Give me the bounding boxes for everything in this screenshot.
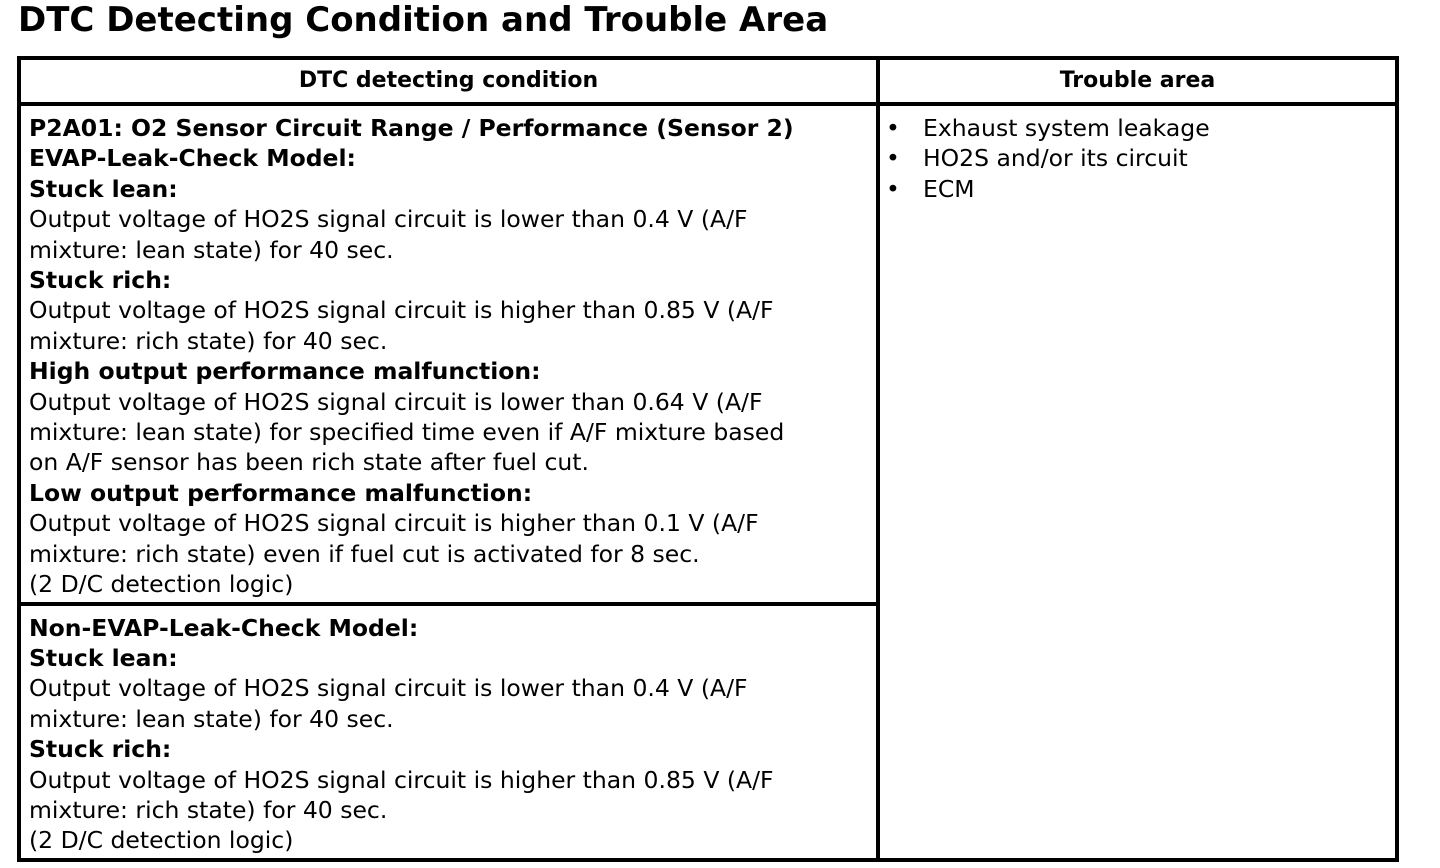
low-output-text: mixture: rich state) even if fuel cut is activated for 8 sec. xyxy=(29,539,700,568)
high-output-text: mixture: lean state) for specified time even if A/F mixture based xyxy=(29,418,785,447)
dtc-table xyxy=(17,56,1399,862)
trouble-area-label: ECM xyxy=(923,174,975,203)
stuck-rich-text: Output voltage of HO2S signal circuit is higher than 0.85 V (A/F xyxy=(29,296,774,325)
dtc-code-line: P2A01: O2 Sensor Circuit Range / Performance (Sensor 2) xyxy=(29,114,794,142)
list-item xyxy=(886,143,1389,173)
list-item xyxy=(886,174,1389,204)
stuck-lean-text: Output voltage of HO2S signal circuit is lower than 0.4 V (A/F xyxy=(29,674,748,703)
stuck-lean-text: Output voltage of HO2S signal circuit is lower than 0.4 V (A/F xyxy=(29,205,748,234)
table-row xyxy=(19,104,1397,604)
stuck-lean-text: mixture: lean state) for 40 sec. xyxy=(29,704,394,733)
high-output-text: Output voltage of HO2S signal circuit is lower than 0.64 V (A/F xyxy=(29,387,763,416)
stuck-rich-text: mixture: rich state) for 40 sec. xyxy=(29,795,388,824)
table-header-row xyxy=(19,58,1397,104)
stuck-rich-heading: Stuck rich: xyxy=(29,735,172,764)
low-output-heading: Low output performance malfunction: xyxy=(29,478,533,507)
detection-logic-note: (2 D/C detection logic) xyxy=(29,826,294,855)
trouble-area-label: Exhaust system leakage xyxy=(923,114,1210,142)
stuck-lean-heading: Stuck lean: xyxy=(29,174,178,203)
detection-logic-note: (2 D/C detection logic) xyxy=(29,570,294,599)
page-title: DTC Detecting Condition and Trouble Area xyxy=(18,0,829,40)
bullet-icon: • xyxy=(886,114,900,142)
stuck-rich-heading: Stuck rich: xyxy=(29,266,172,295)
list-item xyxy=(886,113,1389,143)
bullet-icon: • xyxy=(886,144,900,173)
evap-condition-cell xyxy=(19,104,878,604)
header-trouble-area: Trouble area xyxy=(878,58,1397,104)
header-dtc-detecting-condition: DTC detecting condition xyxy=(19,58,878,104)
trouble-area-list xyxy=(886,113,1389,204)
trouble-area-cell xyxy=(878,104,1397,860)
non-evap-model-heading: Non-EVAP-Leak-Check Model: xyxy=(29,613,419,642)
stuck-lean-text: mixture: lean state) for 40 sec. xyxy=(29,235,394,264)
high-output-text: on A/F sensor has been rich state after fuel cut. xyxy=(29,448,589,477)
low-output-text: Output voltage of HO2S signal circuit is higher than 0.1 V (A/F xyxy=(29,509,759,538)
stuck-rich-text: Output voltage of HO2S signal circuit is higher than 0.85 V (A/F xyxy=(29,765,774,794)
bullet-icon: • xyxy=(886,174,900,203)
stuck-rich-text: mixture: rich state) for 40 sec. xyxy=(29,326,388,355)
stuck-lean-heading: Stuck lean: xyxy=(29,643,178,672)
evap-model-heading: EVAP-Leak-Check Model: xyxy=(29,144,356,173)
non-evap-condition-cell xyxy=(19,604,878,860)
high-output-heading: High output performance malfunction: xyxy=(29,357,541,386)
trouble-area-label: HO2S and/or its circuit xyxy=(923,144,1188,173)
